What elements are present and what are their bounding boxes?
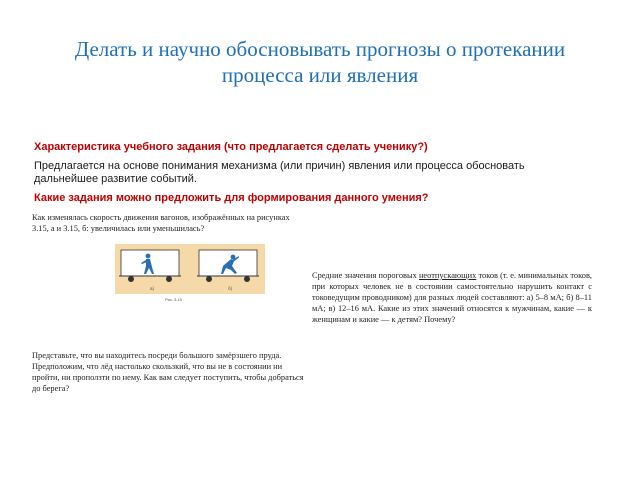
wheel-icon xyxy=(128,276,134,282)
currents-underlined: неотпускающих xyxy=(418,271,477,280)
figure-caption: Рис. 3.15 xyxy=(165,297,182,302)
heading-characteristic: Характеристика учебного задания (что предлагается сделать ученику?) xyxy=(34,141,428,153)
wheel-icon xyxy=(206,276,212,282)
characteristic-text: Предлагается на основе понимания механизма (или причин) явления или процесса обосновать дальнейшее развитие событий. xyxy=(34,160,525,185)
currents-rest: токов (т. е. минимальных токов, при которых человек не в состоянии самостоятельно нарушить контакт с токоведущим проводником) для разных людей составляют: а) 5–8 мА; б) 8–11 мА; в) 12–16 мА. Какие из этих значений относятся к мужчинам, какие — к женщинам и какие — к детям? Почему? xyxy=(312,271,593,324)
slide-title: Делать и научно обосновывать прогнозы о протекании процесса или явления xyxy=(74,37,566,87)
caption-a: а) xyxy=(150,286,155,291)
wagons-figure xyxy=(115,244,265,294)
task-currents xyxy=(312,270,592,325)
wagons-illustration xyxy=(115,244,265,294)
currents-prefix: Средние значения пороговых xyxy=(312,271,419,280)
wheel-icon xyxy=(166,276,172,282)
task-wagons: Как изменялась скорость движения вагонов, изображённых на рисунках 3.15, а и 3.15, б: увеличилась или уменьшилась? xyxy=(32,213,290,233)
heading-tasks: Какие задания можно предложить для формирования данного умения? xyxy=(34,192,429,204)
task-ice: Представьте, что вы находитесь посреди большого замёрзшего пруда. Предположим, что лёд настолько скользкий, что вы не в состоянии ни пройти, ни проползти по нему. Как вам следует поступить, чтобы добраться до берега? xyxy=(32,351,304,393)
wheel-icon xyxy=(244,276,250,282)
caption-b: б) xyxy=(228,286,233,291)
